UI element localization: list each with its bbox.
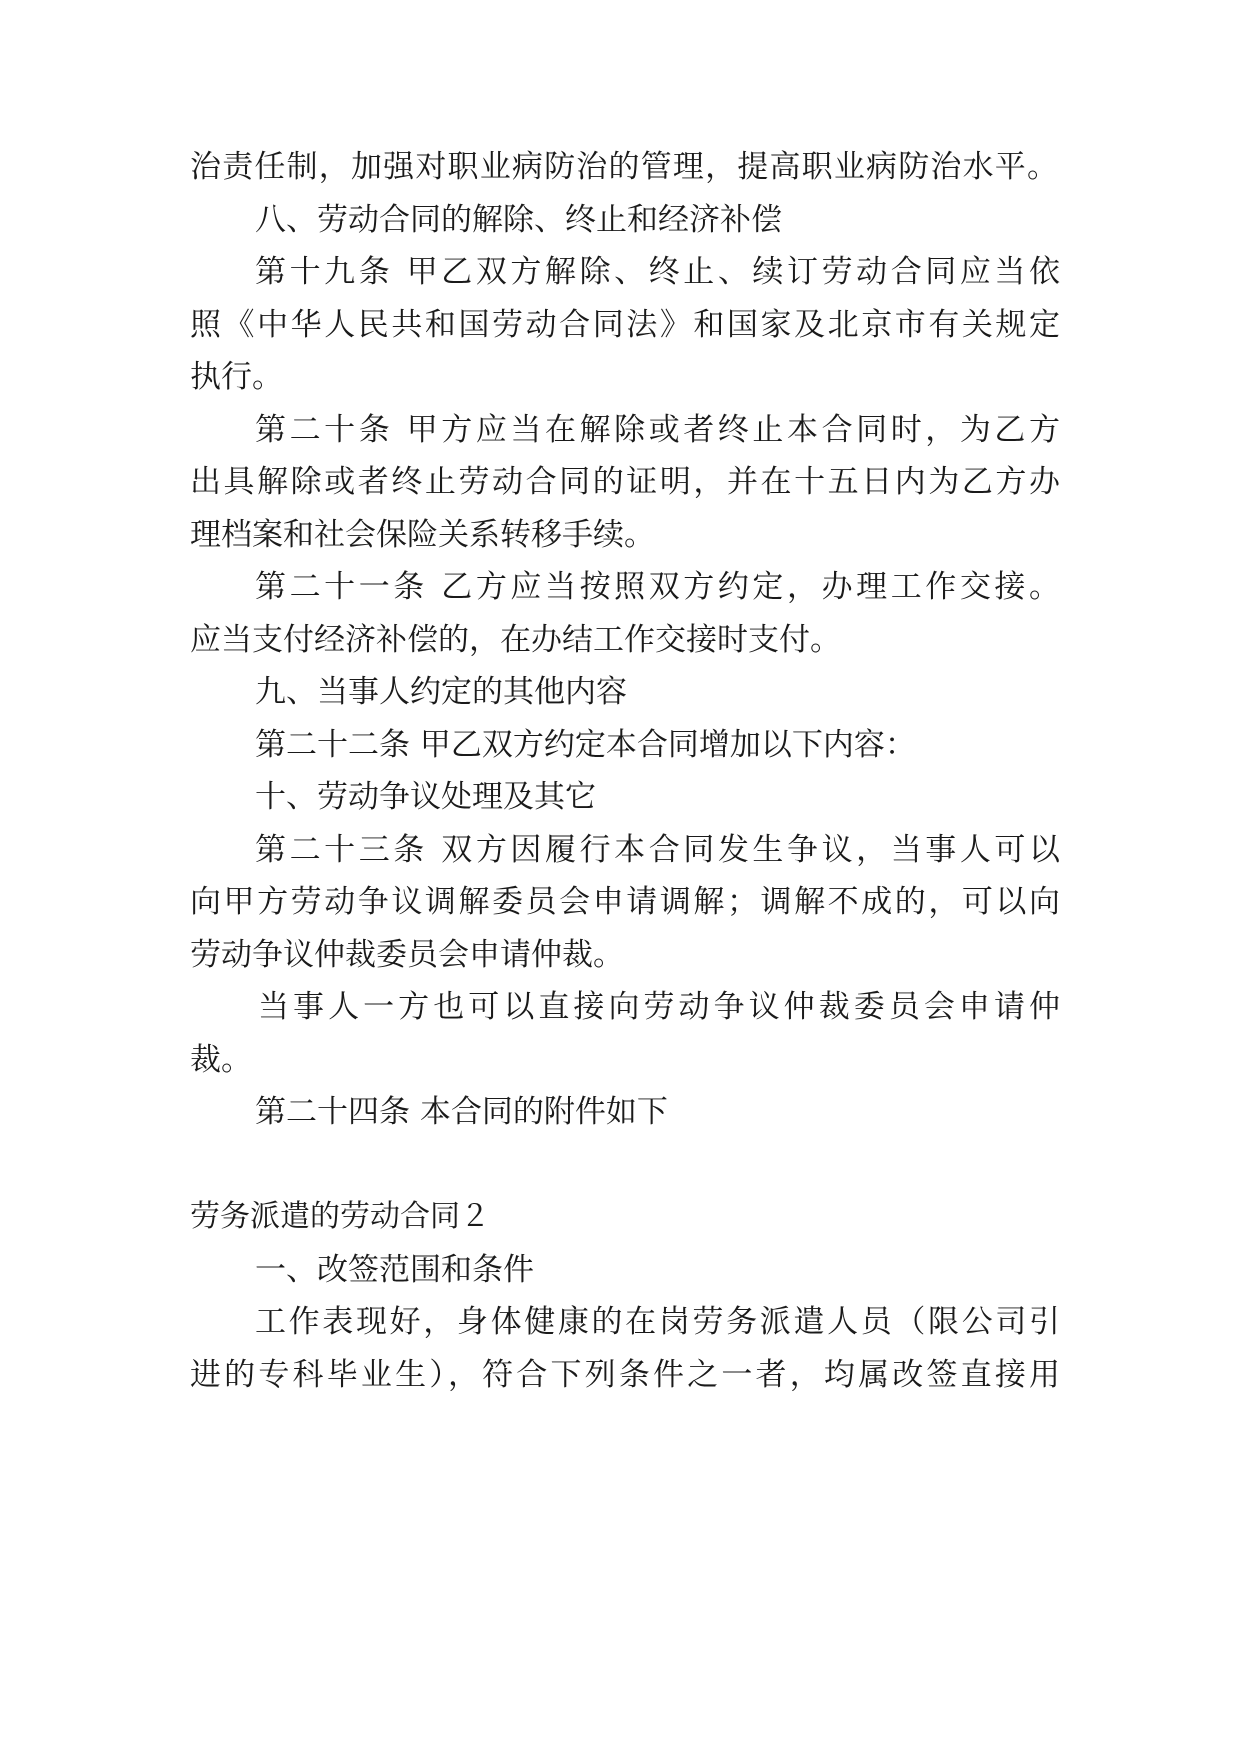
text-line-3: 第十九条 甲乙双方解除、终止、续订劳动合同应当依 (255, 254, 1060, 290)
text-line-15: 向甲方劳动争议调解委员会申请调解；调解不成的，可以向 (190, 884, 1060, 920)
text-line-1: 治责任制，加强对职业病防治的管理，提高职业病防治水平。 (190, 149, 1058, 185)
text-line-10: 应当支付经济补偿的，在办结工作交接时支付。 (190, 622, 841, 658)
text-line-18: 裁。 (190, 1042, 252, 1078)
text-line-19: 第二十四条 本合同的附件如下 (255, 1094, 668, 1130)
section-heading-9: 九、当事人约定的其他内容 (255, 674, 627, 710)
text-line-14: 第二十三条 双方因履行本合同发生争议，当事人可以 (255, 832, 1060, 868)
section-heading-10: 十、劳动争议处理及其它 (255, 779, 596, 815)
text-line-23: 进的专科毕业生），符合下列条件之一者，均属改签直接用 (190, 1357, 1060, 1393)
text-line-4: 照《中华人民共和国劳动合同法》和国家及北京市有关规定 (190, 307, 1060, 343)
text-line-17: 当事人一方也可以直接向劳动争议仲裁委员会申请仲 (258, 989, 1060, 1025)
section-heading-1: 一、改签范围和条件 (255, 1252, 534, 1288)
text-line-8: 理档案和社会保险关系转移手续。 (190, 517, 655, 553)
text-line-9: 第二十一条 乙方应当按照双方约定，办理工作交接。 (255, 569, 1060, 605)
text-line-5: 执行。 (190, 359, 283, 395)
text-line-22: 工作表现好，身体健康的在岗劳务派遣人员（限公司引 (255, 1304, 1060, 1340)
document-title: 劳务派遣的劳动合同２ (190, 1199, 490, 1234)
text-line-16: 劳动争议仲裁委员会申请仲裁。 (190, 937, 624, 973)
text-line-12: 第二十二条 甲乙双方约定本合同增加以下内容： (255, 727, 916, 763)
section-heading-8: 八、劳动合同的解除、终止和经济补偿 (255, 202, 782, 238)
text-line-7: 出具解除或者终止劳动合同的证明，并在十五日内为乙方办 (190, 464, 1060, 500)
text-line-6: 第二十条 甲方应当在解除或者终止本合同时，为乙方 (255, 412, 1060, 448)
